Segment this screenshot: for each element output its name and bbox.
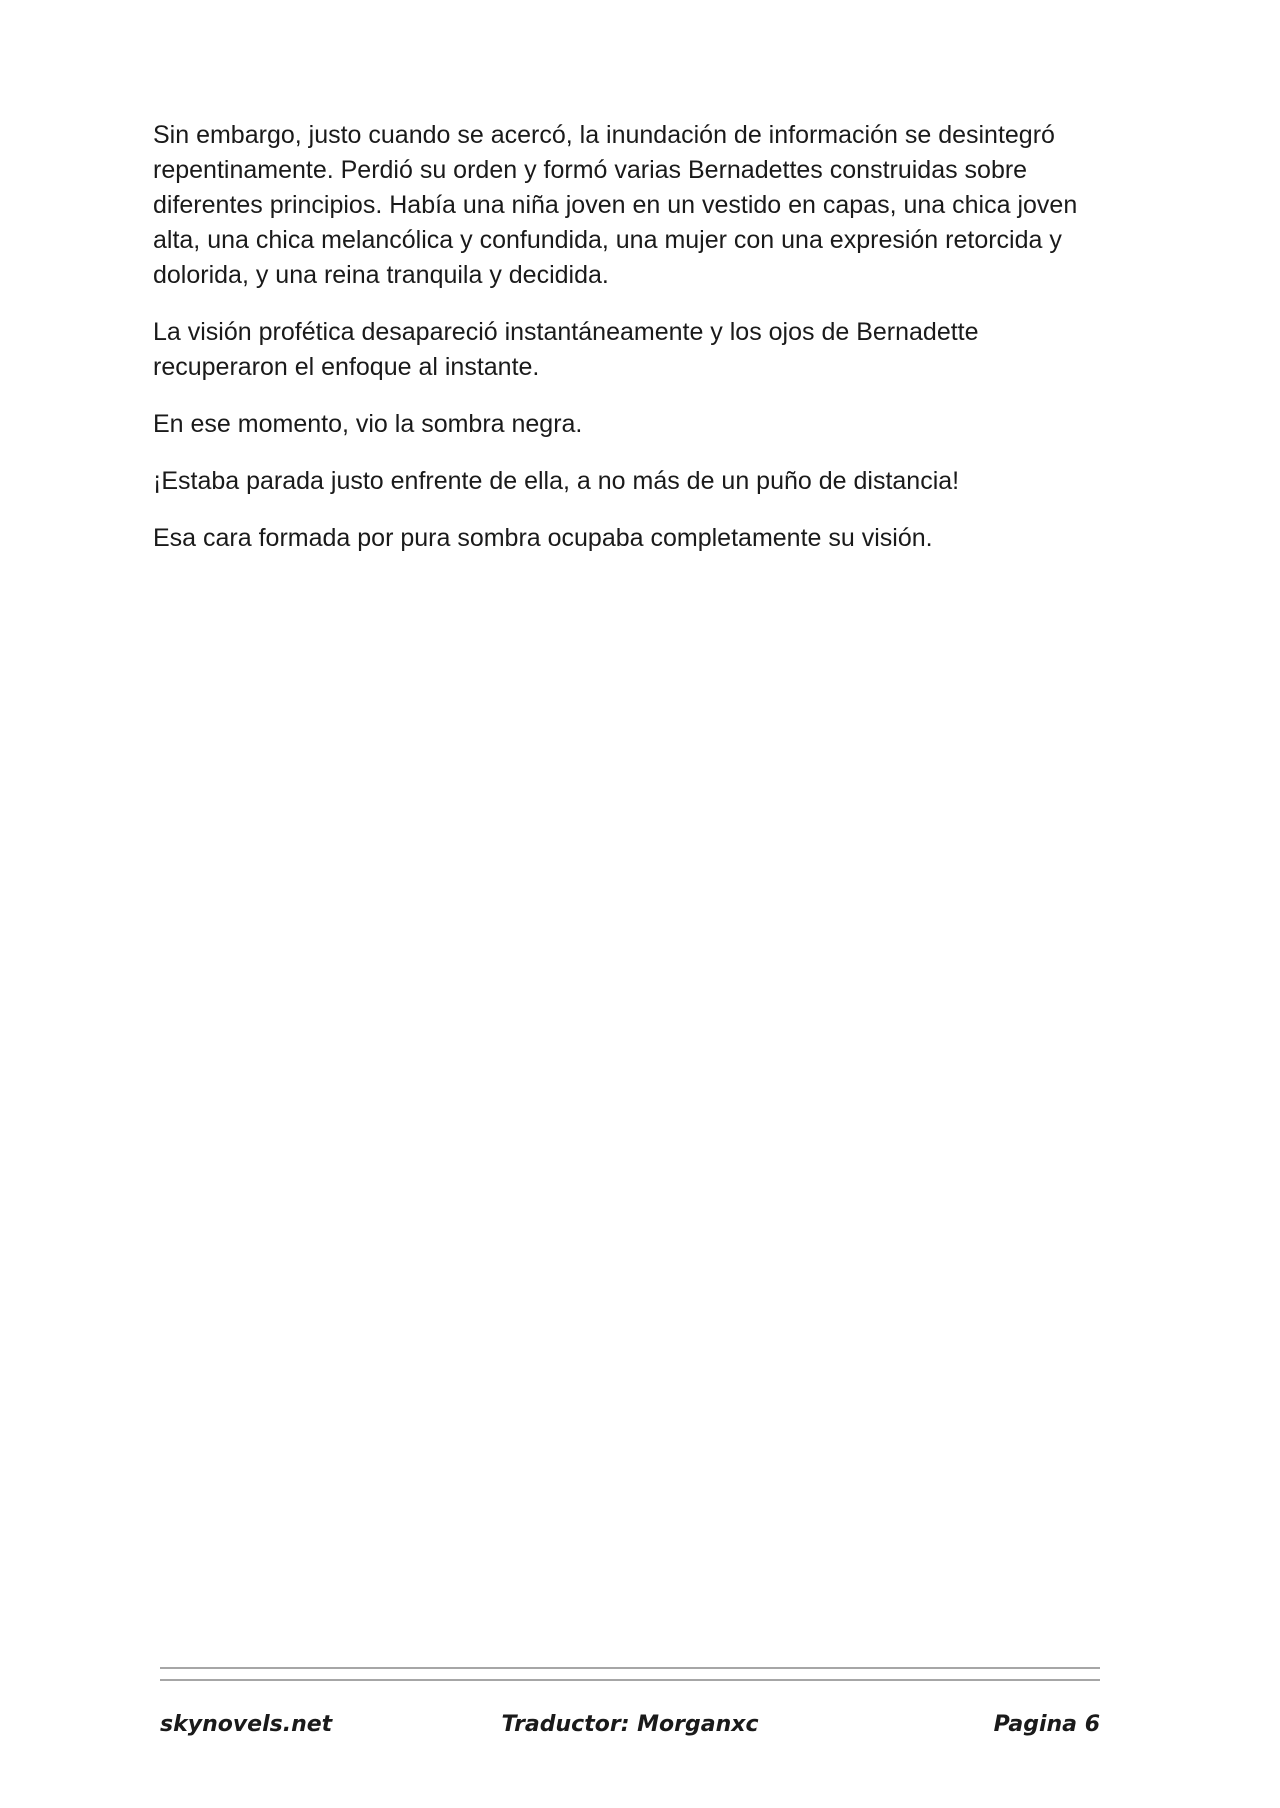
paragraph-5: Esa cara formada por pura sombra ocupaba completamente su visión.	[153, 524, 933, 552]
footer-divider	[160, 1667, 1100, 1681]
footer-translator: Traductor: Morganxc	[501, 1712, 759, 1737]
paragraph-1: Sin embargo, justo cuando se acercó, la inundación de información se desintegró repentinamente. Perdió su orden y formó varias Bernadettes construidas sobre diferentes principios. Había una niña joven en un vestido en capas, una chica joven alta, una chica melancólica y confundida, una mujer con una expresión retorcida y dolorida, y una reina tranquila y decidida.	[153, 121, 1078, 289]
page-footer	[160, 1712, 1100, 1748]
paragraph-3: En ese momento, vio la sombra negra.	[153, 410, 583, 438]
footer-page-number: Pagina 6	[993, 1712, 1100, 1737]
footer-rule-top	[160, 1667, 1100, 1669]
footer-site: skynovels.net	[160, 1712, 333, 1737]
document-body	[153, 118, 1108, 578]
paragraph-2: La visión profética desapareció instantáneamente y los ojos de Bernadette recuperaron el enfoque al instante.	[153, 318, 979, 381]
footer-rule-bottom	[160, 1679, 1100, 1681]
paragraph-4: ¡Estaba parada justo enfrente de ella, a no más de un puño de distancia!	[153, 467, 960, 495]
